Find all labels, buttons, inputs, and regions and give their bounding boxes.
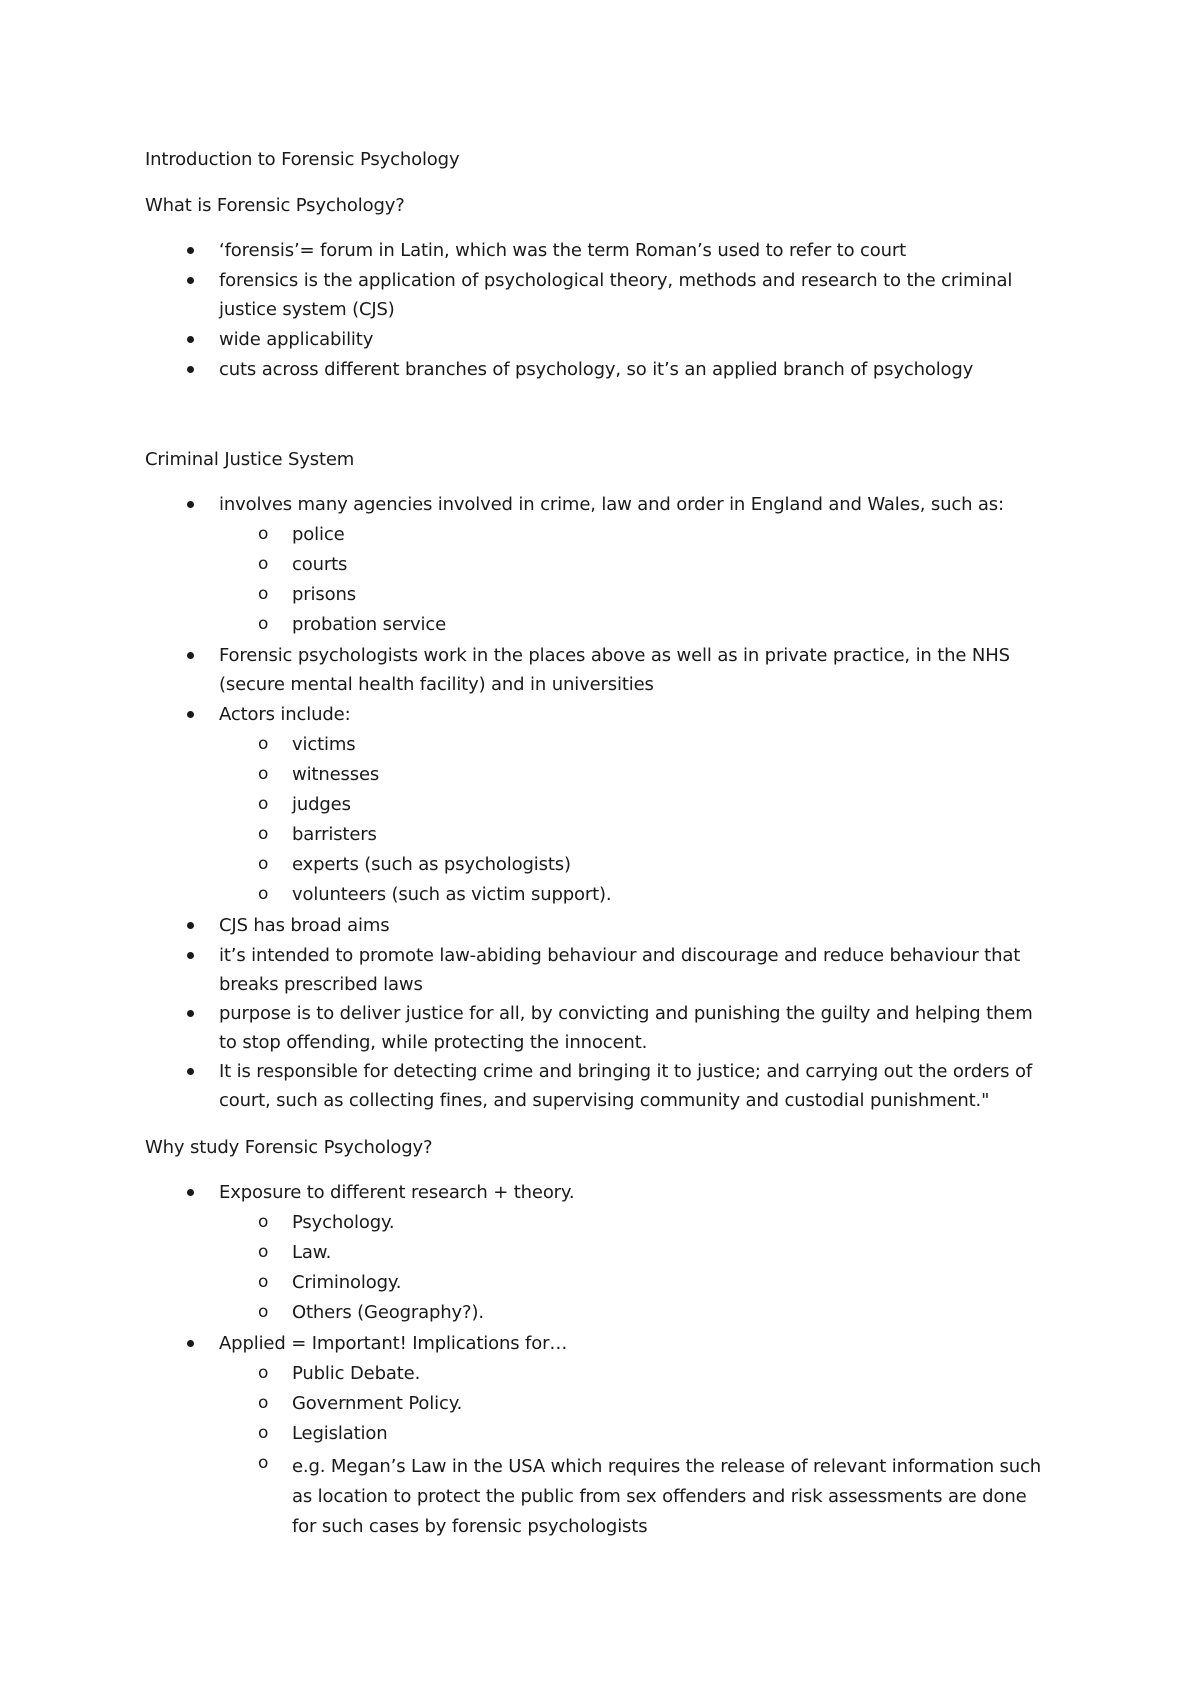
sub-item-text-line: for such cases by forensic psychologists <box>292 1516 648 1537</box>
list-item-text: It is responsible for detecting crime and bringing it to justice; and carrying out the orders of <box>219 1061 1033 1082</box>
sub-bullet-icon: o <box>258 554 269 574</box>
list-item-text: purpose is to deliver justice for all, by convicting and punishing the guilty and helping them <box>219 1003 1033 1024</box>
list-item-text: (secure mental health facility) and in universities <box>219 674 654 695</box>
sub-item-text: Others (Geography?). <box>292 1302 484 1323</box>
section-heading: What is Forensic Psychology? <box>145 195 405 216</box>
list-item-text: Forensic psychologists work in the places above as well as in private practice, in the NHS <box>219 645 1010 666</box>
sub-bullet-icon: o <box>258 824 269 844</box>
bullet-icon <box>187 922 194 929</box>
list-item-text: Exposure to different research + theory. <box>219 1182 575 1203</box>
sub-item-text-line: e.g. Megan’s Law in the USA which requires the release of relevant information such <box>292 1456 1042 1477</box>
list-item-text: cuts across different branches of psychology, so it’s an applied branch of psychology <box>219 359 974 380</box>
sub-item-text: Criminology. <box>292 1272 402 1293</box>
sub-bullet-icon: o <box>258 854 269 874</box>
sub-item-text: Public Debate. <box>292 1363 421 1384</box>
sub-item-text: Psychology. <box>292 1212 395 1233</box>
list-item-text: Applied = Important! Implications for… <box>219 1333 568 1354</box>
sub-item-text: barristers <box>292 824 377 845</box>
bullet-icon <box>187 952 194 959</box>
bullet-icon <box>187 1068 194 1075</box>
sub-item-text: witnesses <box>292 764 380 785</box>
sub-bullet-icon: o <box>258 734 269 754</box>
sub-item-text: Government Policy. <box>292 1393 463 1414</box>
sub-item-text: victims <box>292 734 356 755</box>
document-title: Introduction to Forensic Psychology <box>145 149 460 170</box>
sub-item-text: Legislation <box>292 1423 388 1444</box>
sub-item-text: probation service <box>292 614 447 635</box>
list-item-text: involves many agencies involved in crime, law and order in England and Wales, such as: <box>219 494 1004 515</box>
sub-bullet-icon: o <box>258 1272 269 1292</box>
sub-bullet-icon: o <box>258 584 269 604</box>
sub-item-text: experts (such as psychologists) <box>292 854 571 875</box>
sub-bullet-icon: o <box>258 764 269 784</box>
list-item-text: breaks prescribed laws <box>219 974 423 995</box>
list-item-text: court, such as collecting fines, and supervising community and custodial punishment." <box>219 1090 990 1111</box>
section-heading: Why study Forensic Psychology? <box>145 1137 433 1158</box>
bullet-icon <box>187 501 194 508</box>
section-heading: Criminal Justice System <box>145 449 355 470</box>
bullet-icon <box>187 1340 194 1347</box>
sub-item-text: volunteers (such as victim support). <box>292 884 612 905</box>
sub-bullet-icon: o <box>258 1212 269 1232</box>
sub-bullet-icon: o <box>258 524 269 544</box>
sub-item-text: Law. <box>292 1242 332 1263</box>
sub-item-text: prisons <box>292 584 356 605</box>
sub-item-text: police <box>292 524 345 545</box>
sub-bullet-icon: o <box>258 794 269 814</box>
sub-bullet-icon: o <box>258 1393 269 1413</box>
bullet-icon <box>187 277 194 284</box>
bullet-icon <box>187 711 194 718</box>
sub-bullet-icon: o <box>258 1242 269 1262</box>
sub-bullet-icon: o <box>258 1363 269 1383</box>
sub-bullet-icon: o <box>258 614 269 634</box>
sub-bullet-icon: o <box>258 1302 269 1322</box>
bullet-icon <box>187 1189 194 1196</box>
list-item-text: ‘forensis’= forum in Latin, which was the term Roman’s used to refer to court <box>219 240 907 261</box>
list-item-text: CJS has broad aims <box>219 915 390 936</box>
sub-item-text-line: as location to protect the public from sex offenders and risk assessments are done <box>292 1486 1027 1507</box>
sub-item-text <box>292 1452 1041 1542</box>
bullet-icon <box>187 652 194 659</box>
sub-bullet-icon: o <box>258 1423 269 1443</box>
bullet-icon <box>187 1010 194 1017</box>
bullet-icon <box>187 366 194 373</box>
bullet-icon <box>187 247 194 254</box>
list-item-text: justice system (CJS) <box>219 299 395 320</box>
sub-bullet-icon: o <box>258 884 269 904</box>
list-item-text: to stop offending, while protecting the innocent. <box>219 1032 648 1053</box>
bullet-icon <box>187 336 194 343</box>
list-item-text: wide applicability <box>219 329 374 350</box>
sub-item-text: courts <box>292 554 348 575</box>
list-item-text: Actors include: <box>219 704 351 725</box>
sub-item-text: judges <box>292 794 351 815</box>
list-item-text: it’s intended to promote law-abiding behaviour and discourage and reduce behaviour that <box>219 945 1021 966</box>
sub-bullet-icon: o <box>258 1453 269 1473</box>
list-item-text: forensics is the application of psychological theory, methods and research to the criminal <box>219 270 1013 291</box>
